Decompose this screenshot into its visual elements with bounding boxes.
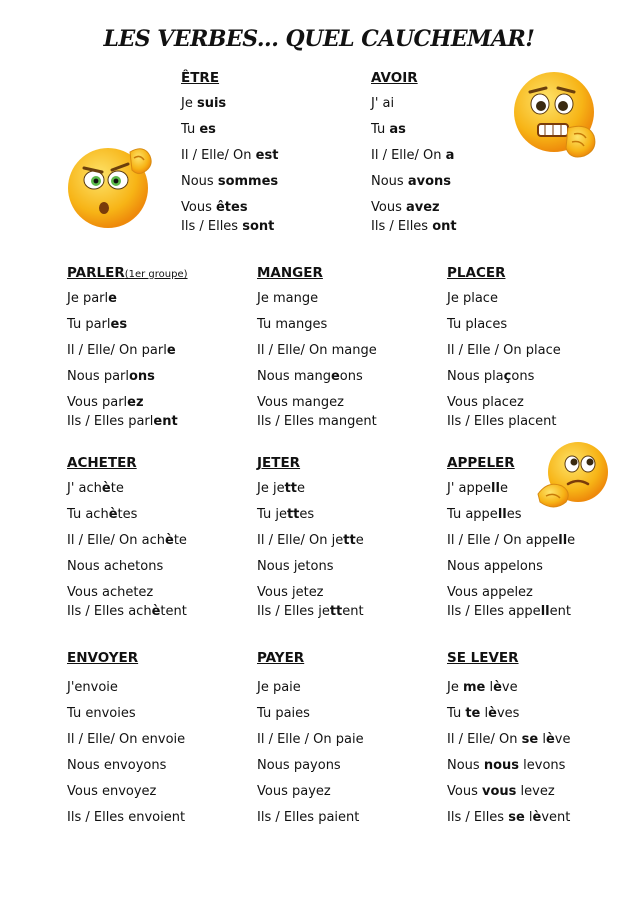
page-title: LES VERBES... QUEL CAUCHEMAR!: [103, 26, 535, 52]
row-text: Je: [181, 96, 197, 111]
row-ending: tt: [286, 507, 300, 522]
row-ending: tt: [284, 481, 298, 496]
row-text: ve: [554, 732, 571, 747]
row-text: e: [297, 481, 306, 496]
row-text: Tu: [371, 122, 390, 137]
row-text: Vous appelez: [447, 585, 533, 600]
row-ending: ll: [497, 507, 507, 522]
row-text: ve: [501, 680, 518, 695]
conjugation-row: [67, 367, 247, 393]
conjugation-row: [67, 602, 247, 628]
conjugation-row: [447, 808, 617, 834]
row-ending: ll: [491, 481, 500, 496]
row-text: Ils / Elles: [447, 810, 509, 825]
conjugation-row: [257, 782, 437, 808]
row-text: tent: [160, 604, 187, 619]
verb-heading: PLACER: [447, 265, 506, 281]
verb-group-note: (1er groupe): [124, 269, 188, 280]
conjugation-row: [257, 341, 437, 367]
row-text: Ils / Elles ach: [67, 604, 152, 619]
row-ending: ont: [432, 219, 457, 234]
row-text: Ils / Elles mangent: [257, 414, 377, 429]
row-text: Ils / Elles je: [257, 604, 330, 619]
conjugation-row: [447, 602, 617, 628]
row-text: es: [299, 507, 315, 522]
conjugation-row: [447, 704, 617, 730]
row-ending: a: [445, 148, 455, 163]
row-text: Ils / Elles envoient: [67, 810, 186, 825]
row-ending: me: [462, 680, 486, 695]
row-ending: è: [532, 810, 542, 825]
row-text: Tu parl: [67, 317, 111, 332]
row-ending: sont: [242, 219, 275, 234]
row-ending: se: [508, 810, 525, 825]
row-text: Vous achetez: [67, 585, 154, 600]
row-ending: è: [545, 732, 555, 747]
row-text: te: [110, 481, 124, 496]
row-text: Tu places: [447, 317, 508, 332]
conjugation-row: [67, 341, 247, 367]
row-text: Ils / Elles paient: [257, 810, 360, 825]
conjugation-row: [371, 94, 511, 120]
row-ending: ons: [129, 369, 155, 384]
conjugation-row: [447, 557, 617, 583]
row-text: Tu ach: [67, 507, 109, 522]
row-text: Tu: [447, 706, 466, 721]
row-ending: es: [199, 122, 216, 137]
row-ending: te: [465, 706, 481, 721]
conjugation-row: [257, 602, 437, 628]
conjugation-row: [181, 198, 351, 217]
row-ending: êtes: [215, 200, 248, 215]
conjugation-row: [447, 531, 617, 557]
row-text: Ils / Elles parl: [67, 414, 154, 429]
row-ending: è: [151, 604, 161, 619]
row-text: e: [355, 533, 364, 548]
conjugation-row: [257, 393, 437, 412]
row-text: Vous placez: [447, 395, 524, 410]
verb-heading: JETER: [257, 455, 301, 471]
conjugation-row: [257, 808, 437, 834]
row-text: Vous envoyez: [67, 784, 157, 799]
conjugation-row: [181, 120, 351, 146]
row-ending: avez: [405, 200, 440, 215]
row-text: Il / Elle / On place: [447, 343, 561, 358]
conjugation-row: [257, 678, 437, 704]
verb-block-placer: [447, 263, 617, 438]
row-text: Vous payez: [257, 784, 331, 799]
conjugation-row: [181, 146, 351, 172]
row-text: Il / Elle/ On: [447, 732, 522, 747]
row-text: Vous: [447, 784, 482, 799]
row-text: Il / Elle/ On je: [257, 533, 344, 548]
row-ending: ai: [382, 96, 395, 111]
row-text: Nous envoyons: [67, 758, 167, 773]
row-ending: nous: [483, 758, 520, 773]
row-text: Vous jetez: [257, 585, 324, 600]
conjugation-row: [257, 367, 437, 393]
row-text: levons: [519, 758, 566, 773]
row-text: Il / Elle / On appe: [447, 533, 559, 548]
row-text: l: [538, 732, 546, 747]
row-text: tes: [117, 507, 138, 522]
conjugation-row: [257, 557, 437, 583]
conjugation-row: [67, 531, 247, 557]
row-text: Je paie: [257, 680, 301, 695]
row-text: Ils / Elles: [371, 219, 433, 234]
row-ending: ez: [127, 395, 144, 410]
row-text: Nous appelons: [447, 559, 543, 574]
conjugation-row: [67, 704, 247, 730]
row-text: Je je: [257, 481, 285, 496]
thinking-emoji-icon: [60, 130, 164, 234]
conjugation-row: [371, 172, 511, 198]
conjugation-row: [447, 756, 617, 782]
row-ending: as: [389, 122, 406, 137]
conjugation-row: [67, 730, 247, 756]
conjugation-row: [181, 217, 351, 243]
row-text: Vous mangez: [257, 395, 344, 410]
row-text: ent: [549, 604, 571, 619]
conjugation-row: [67, 557, 247, 583]
row-ending: avons: [407, 174, 451, 189]
row-text: Nous pla: [447, 369, 504, 384]
row-text: Tu je: [257, 507, 287, 522]
conjugation-row: [371, 198, 511, 217]
verb-heading: [67, 263, 247, 289]
row-text: Nous: [181, 174, 218, 189]
row-ending: è: [493, 680, 502, 695]
conjugation-row: [67, 678, 247, 704]
shy-emoji-icon: [534, 436, 614, 516]
conjugation-row: [257, 531, 437, 557]
conjugation-row: [257, 412, 437, 438]
row-ending: è: [488, 706, 497, 721]
row-text: Tu envoies: [67, 706, 136, 721]
verb-heading: ÊTRE: [181, 70, 220, 86]
conjugation-row: [257, 756, 437, 782]
row-ending: e: [108, 291, 117, 306]
row-text: Je mange: [257, 291, 319, 306]
verb-heading: PAYER: [257, 650, 305, 666]
row-ending: è: [165, 533, 174, 548]
row-text: Ils / Elles: [181, 219, 243, 234]
row-text: Vous parl: [67, 395, 128, 410]
row-text: Nous: [371, 174, 408, 189]
row-text: Ils / Elles placent: [447, 414, 557, 429]
row-text: Nous payons: [257, 758, 341, 773]
row-ending: est: [255, 148, 279, 163]
row-ending: ll: [558, 533, 568, 548]
row-text: l: [485, 680, 494, 695]
row-text: J' ach: [67, 481, 102, 496]
row-text: Nous parl: [67, 369, 129, 384]
row-text: Il / Elle/ On parl: [67, 343, 167, 358]
verb-heading: APPELER: [447, 455, 515, 471]
row-text: Vous: [181, 200, 216, 215]
verb-heading: MANGER: [257, 265, 323, 281]
row-ending: è: [101, 481, 111, 496]
row-text: Il / Elle/ On mange: [257, 343, 377, 358]
verb-block-se-lever: [447, 648, 617, 834]
row-ending: vous: [481, 784, 517, 799]
conjugation-row: [447, 678, 617, 704]
verb-heading: ACHETER: [67, 455, 137, 471]
row-text: Nous: [447, 758, 484, 773]
row-text: J': [371, 96, 383, 111]
conjugation-row: [67, 289, 247, 315]
verb-block-acheter: [67, 453, 247, 628]
conjugation-row: [181, 172, 351, 198]
row-text: ons: [511, 369, 535, 384]
verb-block-manger: [257, 263, 437, 438]
row-ending: tt: [329, 604, 343, 619]
row-text: Il / Elle/ On ach: [67, 533, 165, 548]
conjugation-row: [257, 704, 437, 730]
conjugation-row: [67, 782, 247, 808]
row-ending: è: [108, 507, 118, 522]
conjugation-row: [67, 583, 247, 602]
conjugation-row: [257, 289, 437, 315]
row-ending: es: [110, 317, 128, 332]
verb-block-envoyer: [67, 648, 247, 834]
row-text: vent: [541, 810, 571, 825]
row-text: Vous: [371, 200, 406, 215]
verb-heading: AVOIR: [371, 70, 418, 86]
conjugation-row: [67, 505, 247, 531]
conjugation-row: [67, 756, 247, 782]
conjugation-row: [67, 393, 247, 412]
conjugation-row: [67, 808, 247, 834]
row-ending: suis: [196, 96, 227, 111]
conjugation-row: [447, 315, 617, 341]
row-text: Ils / Elles appe: [447, 604, 541, 619]
row-ending: sommes: [217, 174, 279, 189]
row-ending: e: [166, 343, 176, 358]
row-text: l: [480, 706, 489, 721]
conjugation-row: [257, 583, 437, 602]
conjugation-row: [257, 315, 437, 341]
conjugation-row: [447, 583, 617, 602]
conjugation-row: [447, 412, 617, 438]
conjugation-row: [257, 505, 437, 531]
verb-block-payer: [257, 648, 437, 834]
row-text: Nous jetons: [257, 559, 334, 574]
conjugation-row: [447, 289, 617, 315]
row-text: Tu: [181, 122, 200, 137]
row-text: es: [506, 507, 522, 522]
row-ending: tt: [343, 533, 356, 548]
row-text: J'envoie: [67, 680, 118, 695]
verb-heading: SE LEVER: [447, 650, 519, 666]
verb-block-jeter: [257, 453, 437, 628]
worried-emoji-icon: [508, 66, 608, 166]
row-text: te: [173, 533, 187, 548]
verb-block-etre: [181, 68, 351, 243]
conjugation-row: [371, 217, 511, 243]
conjugation-row: [447, 782, 617, 808]
row-text: ent: [342, 604, 364, 619]
row-text: Tu manges: [257, 317, 328, 332]
row-text: Il / Elle/ On envoie: [67, 732, 186, 747]
conjugation-row: [371, 120, 511, 146]
row-text: l: [524, 810, 533, 825]
row-text: J' appe: [447, 481, 492, 496]
row-text: Tu paies: [257, 706, 310, 721]
conjugation-row: [447, 341, 617, 367]
row-ending: ç: [503, 369, 512, 384]
conjugation-row: [67, 412, 247, 438]
conjugation-row: [67, 479, 247, 505]
conjugation-row: [447, 730, 617, 756]
row-text: ons: [339, 369, 363, 384]
conjugation-row: [447, 367, 617, 393]
conjugation-row: [67, 315, 247, 341]
conjugation-row: [447, 393, 617, 412]
row-text: e: [567, 533, 576, 548]
row-ending: ll: [540, 604, 550, 619]
row-text: Il / Elle / On paie: [257, 732, 364, 747]
row-ending: e: [330, 369, 340, 384]
row-text: Tu appe: [447, 507, 498, 522]
row-text: ves: [496, 706, 520, 721]
conjugation-row: [181, 94, 351, 120]
row-text: Il / Elle/ On: [371, 148, 446, 163]
verb-heading-text: PARLER: [67, 265, 125, 281]
row-text: e: [499, 481, 508, 496]
conjugation-row: [371, 146, 511, 172]
verb-block-avoir: [371, 68, 511, 243]
row-text: Je place: [447, 291, 498, 306]
row-ending: ent: [153, 414, 178, 429]
verb-block-parler: [67, 263, 247, 438]
row-ending: se: [521, 732, 539, 747]
row-text: levez: [516, 784, 555, 799]
row-text: Nous mang: [257, 369, 331, 384]
row-text: Je parl: [67, 291, 109, 306]
row-text: Je: [447, 680, 463, 695]
row-text: Il / Elle/ On: [181, 148, 256, 163]
conjugation-row: [257, 730, 437, 756]
verb-heading: ENVOYER: [67, 650, 139, 666]
row-text: Nous achetons: [67, 559, 164, 574]
conjugation-row: [257, 479, 437, 505]
